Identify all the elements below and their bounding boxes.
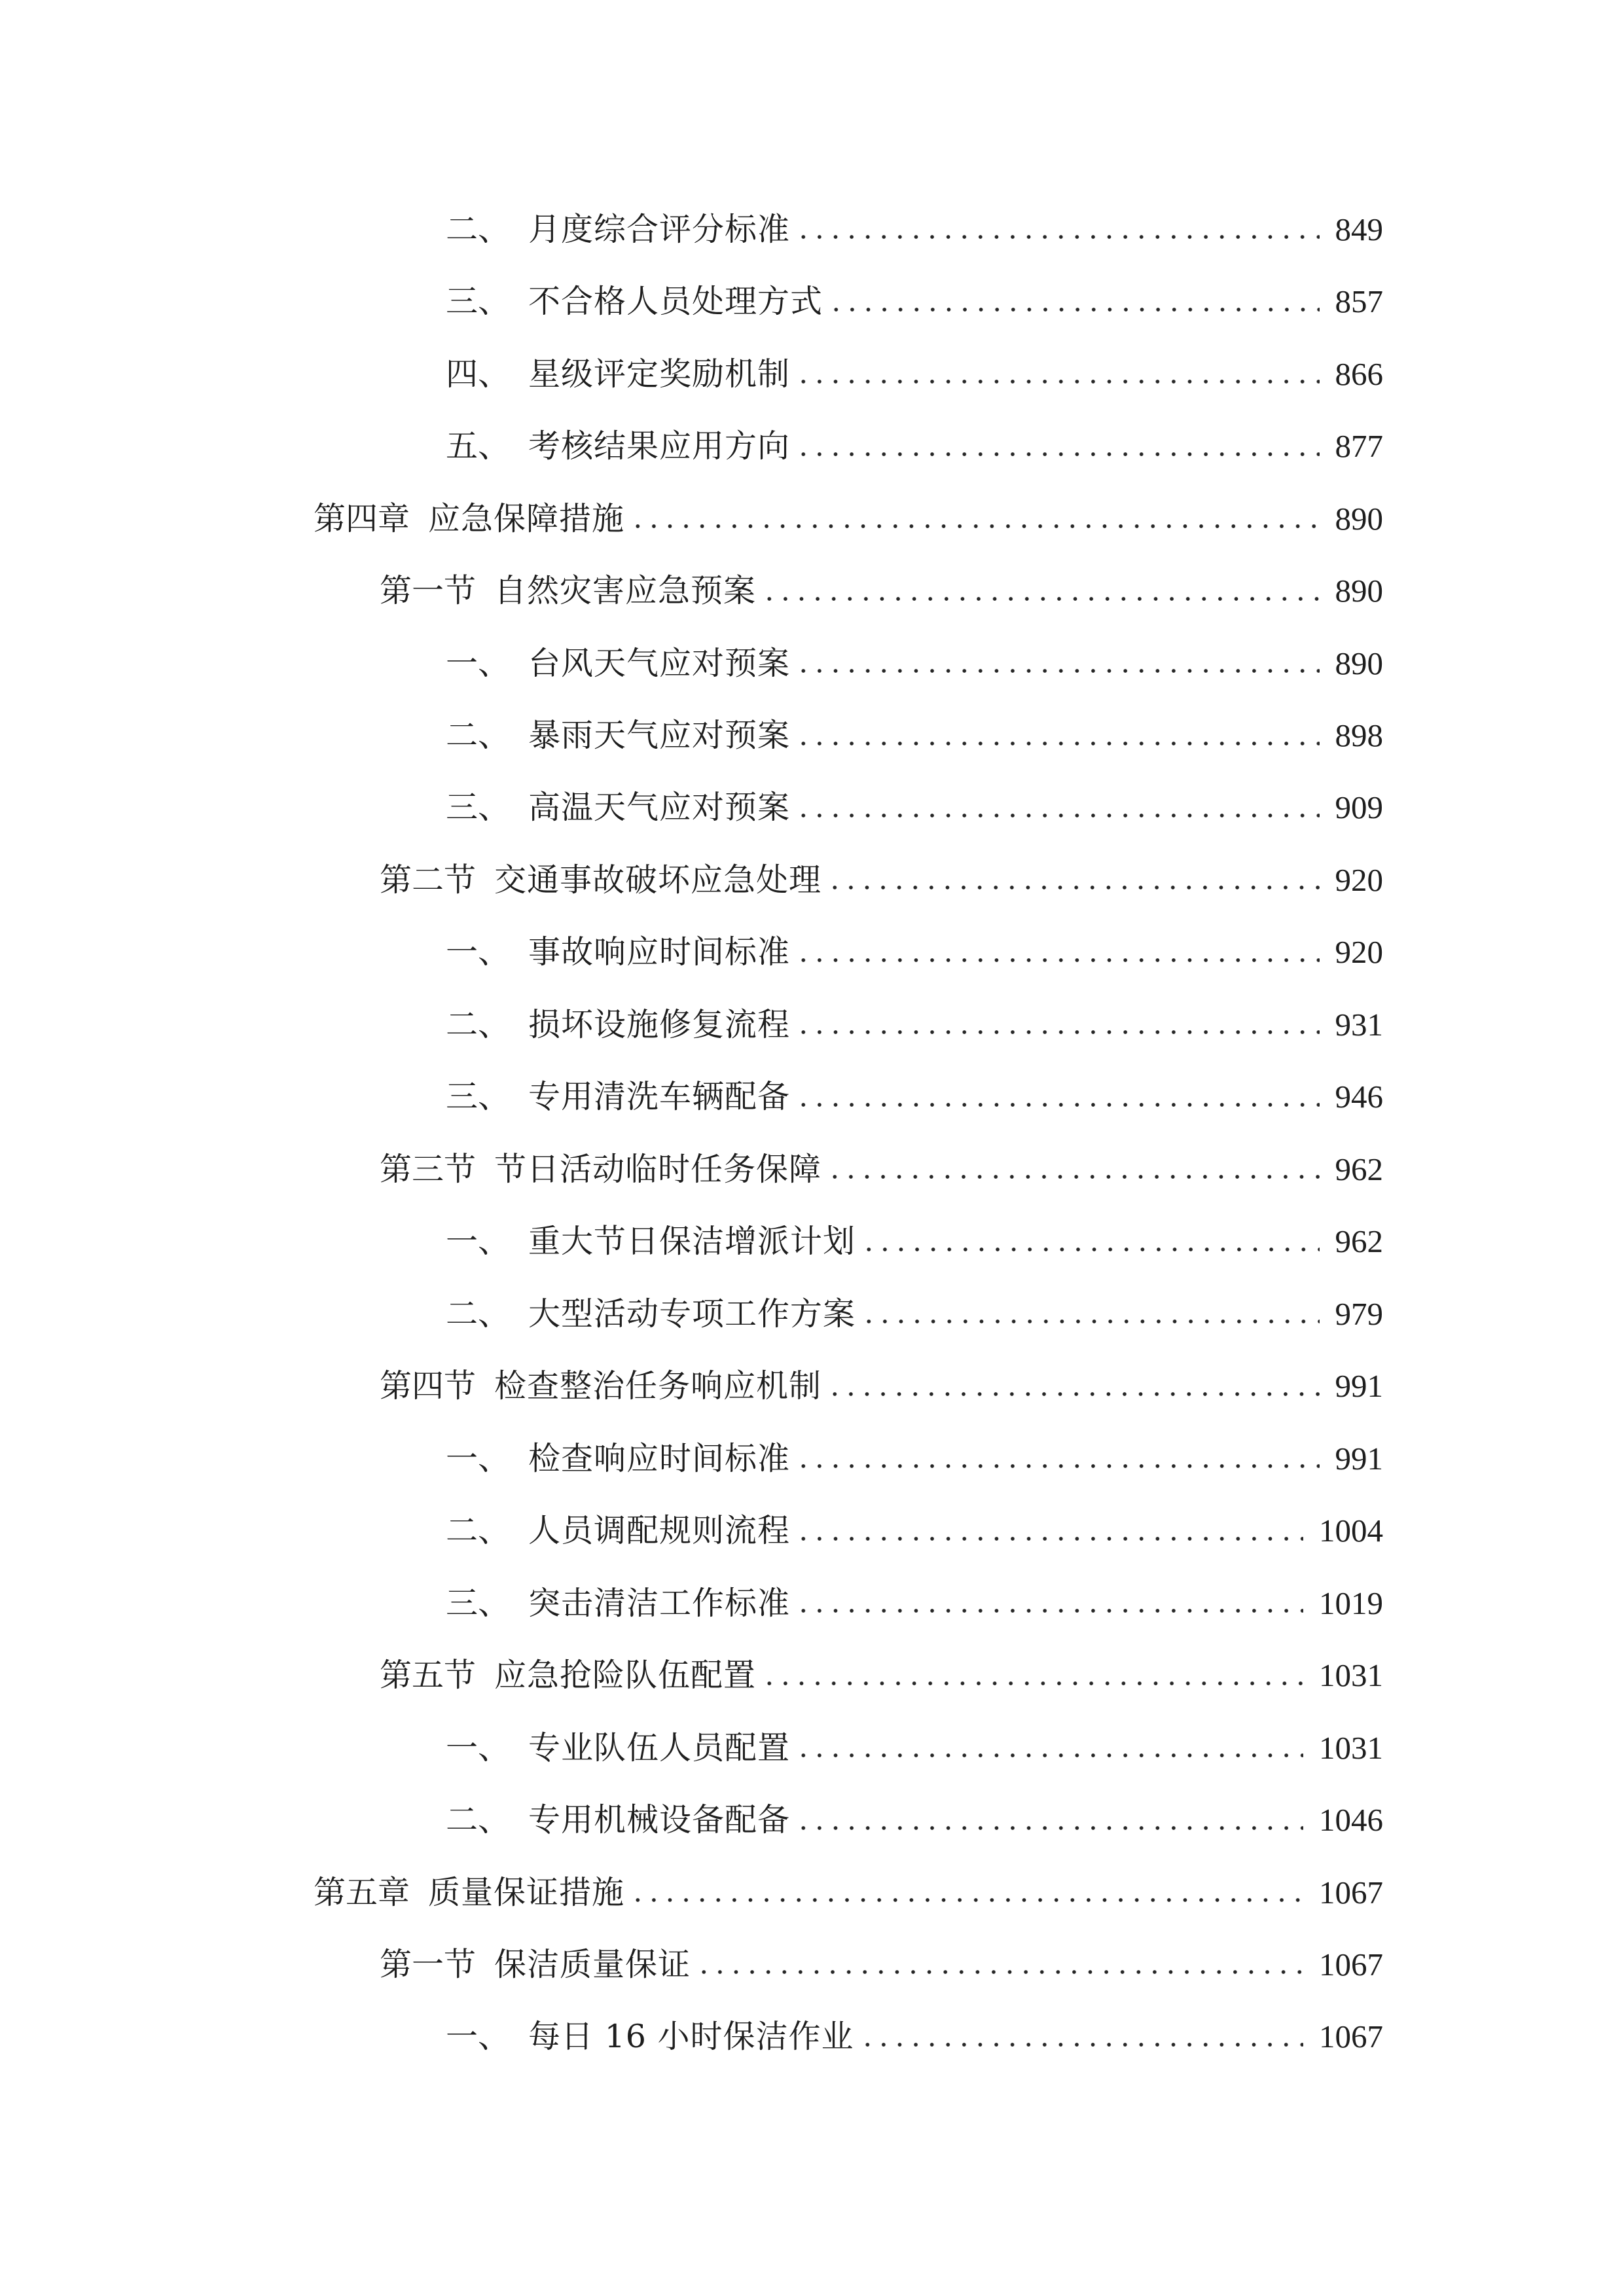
- toc-item-number: 一、: [446, 1223, 511, 1261]
- toc-item-number: 二、: [446, 1512, 511, 1550]
- toc-page-number: 890: [1335, 645, 1383, 681]
- toc-item: [0, 1784, 1624, 1856]
- toc-item-title: 每日 16 小时保洁作业: [528, 2018, 854, 2056]
- toc-page-number: 1031: [1319, 1657, 1383, 1694]
- toc-page-number: 920: [1335, 934, 1383, 971]
- toc-item-title: 台风天气应对预案: [528, 644, 791, 682]
- dot-leader: [795, 1536, 1303, 1541]
- toc-item: [0, 265, 1624, 337]
- toc-item: [0, 699, 1624, 771]
- dot-leader: [861, 1247, 1319, 1252]
- toc-item-number: 三、: [446, 283, 511, 321]
- dot-leader: [795, 813, 1319, 818]
- toc-item: [0, 1712, 1624, 1784]
- toc-page-number: 866: [1335, 355, 1383, 392]
- toc-item-title: 专用机械设备配备: [528, 1801, 791, 1839]
- toc-page-number: 991: [1335, 1368, 1383, 1405]
- dot-leader: [827, 1174, 1319, 1179]
- toc-item-number: 五、: [446, 427, 511, 465]
- toc-section: [0, 844, 1624, 916]
- toc-item-title: 高温天气应对预案: [528, 789, 791, 827]
- toc-section-title: 保洁质量保证: [494, 1945, 691, 1983]
- dot-leader: [795, 958, 1319, 963]
- toc-item-number: 一、: [446, 644, 511, 682]
- toc-item: [0, 627, 1624, 699]
- toc-section: [0, 1639, 1624, 1711]
- toc-page-number: 1031: [1319, 1729, 1383, 1766]
- toc-item-number: 二、: [446, 1295, 511, 1333]
- toc-page-number: 1067: [1319, 2018, 1383, 2055]
- toc-item-title: 损坏设施修复流程: [528, 1005, 791, 1043]
- toc-item-title: 星级评定奖励机制: [528, 355, 791, 393]
- dot-leader: [859, 2042, 1303, 2047]
- toc-item: [0, 772, 1624, 844]
- toc-item-number: 一、: [446, 933, 511, 971]
- toc-item-title: 事故响应时间标准: [528, 933, 791, 971]
- dot-leader: [861, 1319, 1319, 1324]
- dot-leader: [761, 596, 1319, 601]
- toc-item: [0, 193, 1624, 265]
- toc-page-number: 877: [1335, 428, 1383, 465]
- toc-item-title: 考核结果应用方向: [528, 427, 791, 465]
- dot-leader: [795, 668, 1319, 673]
- dot-leader: [696, 1969, 1303, 1975]
- dot-leader: [827, 885, 1319, 890]
- toc-chapter-title: 应急保障措施: [428, 499, 625, 537]
- toc-item-number: 三、: [446, 789, 511, 827]
- toc-section-title: 应急抢险队伍配置: [494, 1657, 757, 1695]
- toc-item-title: 暴雨天气应对预案: [528, 717, 791, 755]
- toc-section-number: 第一节: [380, 1945, 477, 1983]
- toc-item-title: 月度综合评分标准: [528, 210, 791, 248]
- toc-item: [0, 1206, 1624, 1278]
- toc-section-number: 第三节: [380, 1150, 477, 1188]
- toc-page-number: 991: [1335, 1440, 1383, 1477]
- toc-item: [0, 988, 1624, 1060]
- toc-item-number: 四、: [446, 355, 511, 393]
- toc-item-number: 一、: [446, 2018, 511, 2056]
- toc-item: [0, 338, 1624, 410]
- toc-page-number: 857: [1335, 283, 1383, 320]
- toc-page-number: 1046: [1319, 1802, 1383, 1839]
- toc-section-title: 交通事故破坏应急处理: [494, 861, 822, 899]
- toc-page-number: 920: [1335, 861, 1383, 898]
- dot-leader: [630, 1897, 1303, 1903]
- dot-leader: [795, 452, 1319, 457]
- toc-item-number: 三、: [446, 1078, 511, 1116]
- dot-leader: [795, 1102, 1319, 1107]
- toc-page-number: 898: [1335, 717, 1383, 754]
- toc-page-number: 1004: [1319, 1513, 1383, 1549]
- table-of-contents: [0, 193, 1624, 2073]
- toc-chapter-number: 第五章: [314, 1873, 410, 1911]
- toc-item-title: 检查响应时间标准: [528, 1439, 791, 1477]
- toc-page-number: 931: [1335, 1006, 1383, 1043]
- toc-item: [0, 1278, 1624, 1350]
- dot-leader: [795, 379, 1319, 384]
- toc-item-title: 重大节日保洁增派计划: [528, 1223, 856, 1261]
- toc-item-number: 二、: [446, 1005, 511, 1043]
- toc-section: [0, 1928, 1624, 2000]
- toc-item-title: 突击清洁工作标准: [528, 1584, 791, 1622]
- toc-item-number: 一、: [446, 1729, 511, 1767]
- dot-leader: [795, 1753, 1303, 1758]
- toc-item: [0, 2001, 1624, 2073]
- toc-item-title: 大型活动专项工作方案: [528, 1295, 856, 1333]
- toc-section-number: 第一节: [380, 572, 477, 610]
- toc-item: [0, 916, 1624, 988]
- toc-item: [0, 1567, 1624, 1639]
- toc-section-title: 节日活动临时任务保障: [494, 1150, 822, 1188]
- toc-page-number: 962: [1335, 1151, 1383, 1187]
- dot-leader: [795, 741, 1319, 746]
- toc-item: [0, 1061, 1624, 1133]
- toc-chapter: [0, 482, 1624, 554]
- toc-section: [0, 1350, 1624, 1422]
- toc-item-number: 二、: [446, 1801, 511, 1839]
- toc-section-title: 检查整治任务响应机制: [494, 1367, 822, 1405]
- toc-page-number: 946: [1335, 1079, 1383, 1115]
- toc-item-title: 专业队伍人员配置: [528, 1729, 791, 1767]
- dot-leader: [795, 1825, 1303, 1831]
- dot-leader: [827, 1391, 1319, 1397]
- toc-section-number: 第四节: [380, 1367, 477, 1405]
- toc-item-title: 人员调配规则流程: [528, 1512, 791, 1550]
- toc-page-number: 962: [1335, 1223, 1383, 1260]
- toc-item-title: 不合格人员处理方式: [528, 283, 823, 321]
- dot-leader: [795, 1608, 1303, 1613]
- toc-section: [0, 1133, 1624, 1205]
- toc-page-number: 1019: [1319, 1585, 1383, 1621]
- toc-chapter: [0, 1856, 1624, 1928]
- toc-section-title: 自然灾害应急预案: [494, 572, 757, 610]
- toc-item-title: 专用清洗车辆配备: [528, 1078, 791, 1116]
- toc-section-number: 第二节: [380, 861, 477, 899]
- toc-item-number: 二、: [446, 717, 511, 755]
- dot-leader: [630, 524, 1319, 529]
- toc-item-number: 二、: [446, 210, 511, 248]
- toc-item: [0, 1494, 1624, 1566]
- toc-page-number: 890: [1335, 573, 1383, 609]
- toc-item: [0, 1422, 1624, 1494]
- dot-leader: [828, 307, 1319, 312]
- dot-leader: [795, 1030, 1319, 1035]
- toc-page-number: 909: [1335, 789, 1383, 826]
- toc-item-number: 一、: [446, 1439, 511, 1477]
- toc-page-number: 1067: [1319, 1946, 1383, 1982]
- toc-chapter-title: 质量保证措施: [428, 1873, 625, 1911]
- toc-section: [0, 554, 1624, 626]
- toc-page-number: 1067: [1319, 1874, 1383, 1910]
- toc-section-number: 第五节: [380, 1657, 477, 1695]
- toc-item-number: 三、: [446, 1584, 511, 1622]
- toc-page-number: 849: [1335, 211, 1383, 247]
- dot-leader: [795, 234, 1319, 240]
- toc-item: [0, 410, 1624, 482]
- toc-page-number: 979: [1335, 1295, 1383, 1332]
- toc-page-number: 890: [1335, 500, 1383, 537]
- dot-leader: [761, 1681, 1303, 1686]
- toc-chapter-number: 第四章: [314, 499, 410, 537]
- dot-leader: [795, 1463, 1319, 1469]
